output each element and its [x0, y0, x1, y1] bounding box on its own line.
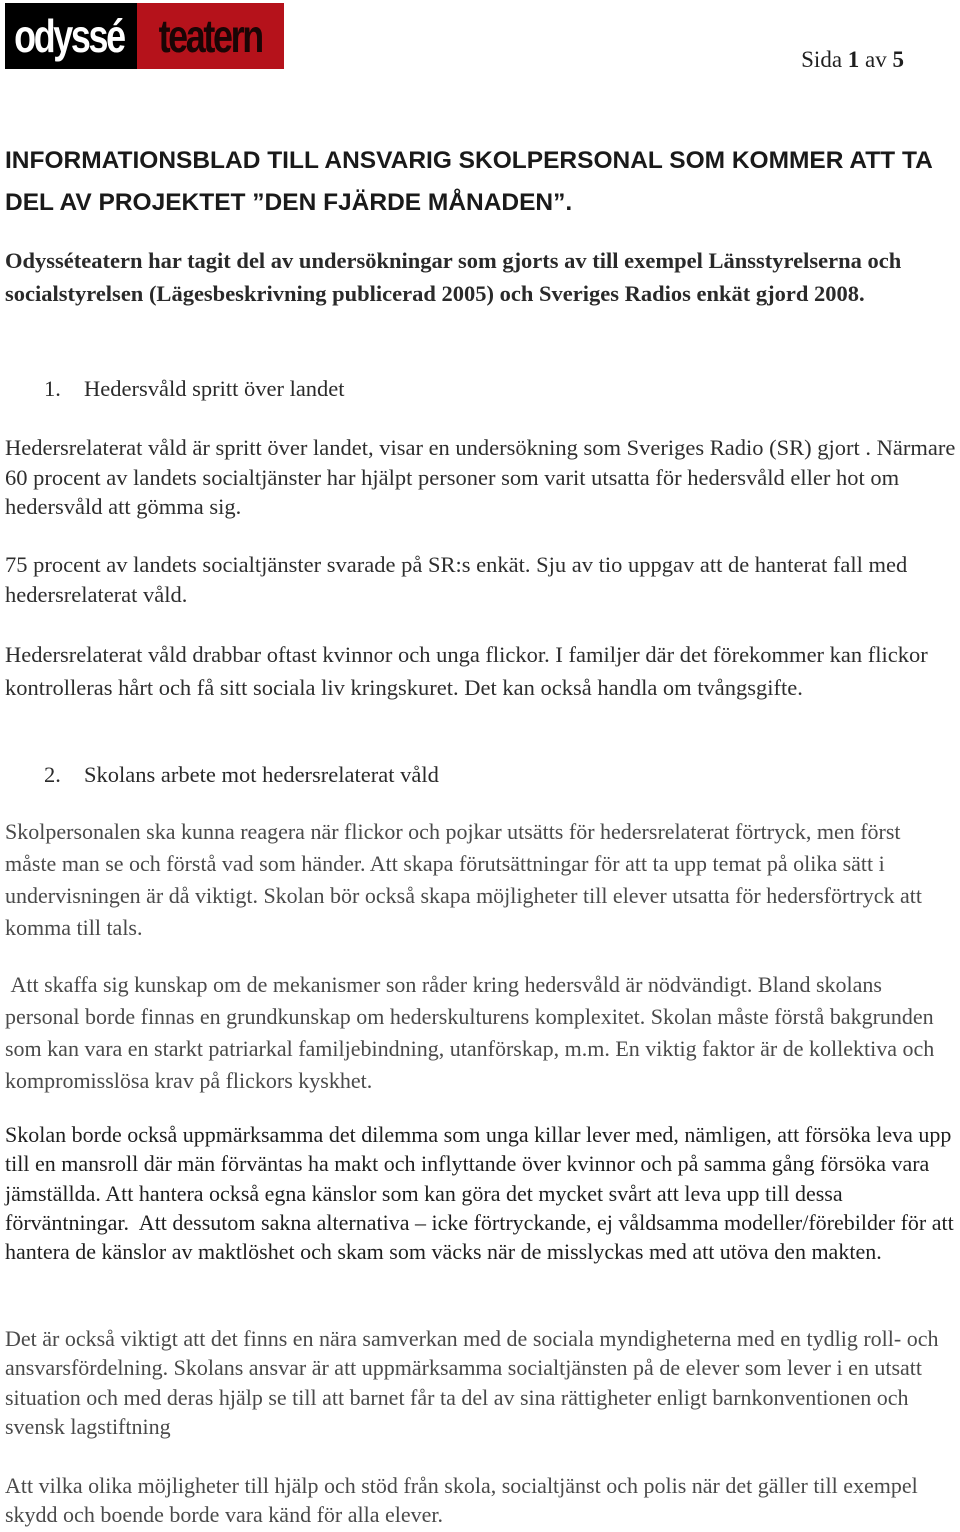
document-title: INFORMATIONSBLAD TILL ANSVARIG SKOLPERSONAL SOM KOMMER ATT TA DEL AV PROJEKTET ”DEN FJÄRDE MÅNADEN”.	[5, 147, 932, 216]
section-1-paragraph-3: Hedersrelaterat våld drabbar oftast kvinnor och unga flickor. I familjer där det förekommer kan flickor kontrolleras hårt och få sitt sociala liv kringskuret. Det kan också handla om tvångsgifte.	[5, 642, 928, 700]
odysse-teatern-logo	[5, 3, 284, 69]
page-counter	[801, 47, 904, 73]
section-1-number: 1.	[44, 376, 61, 401]
logo-text-teatern: teatern	[137, 3, 284, 69]
intro-paragraph: Odysséteatern har tagit del av undersökningar som gjorts av till exempel Länsstyrelserna och socialstyrelsen (Lägesbeskrivning publicerad 2005) och Sveriges Radios enkät gjord 2008.	[5, 248, 902, 306]
section-2-paragraph-3: Skolan borde också uppmärksamma det dilemma som unga killar lever med, nämligen, att försöka leva upp till en mansroll där män förväntas ha makt och inflyttande över kvinnor och på samma gång försöka vara jämställda. Att hantera också egna känslor som kan göra det mycket svårt att leva upp till dessa förväntningar. Att dessutom sakna alternativa – icke förtryckande, ej våldsamma modeller/förebilder för att hantera de känslor av maktlöshet och skam som väcks när de misslyckas med att utöva den makten.	[5, 1122, 960, 1265]
section-1-paragraph-1: Hedersrelaterat våld är spritt över landet, visar en undersökning som Sveriges Radio (SR) gjort . Närmare 60 procent av landets socialtjänster har hjälpt personer som varit utsatta för hedersvåld eller hot om hedersvåld att gömma sig.	[5, 435, 956, 519]
page-counter-current: 1	[847, 47, 860, 72]
section-2-number: 2.	[44, 762, 61, 787]
page-counter-total: 5	[892, 47, 904, 72]
section-2-paragraph-5: Att vilka olika möjligheter till hjälp och stöd från skola, socialtjänst och polis när det gäller till exempel skydd och boende borde vara känd för alla elever.	[5, 1473, 918, 1528]
section-2-heading	[44, 760, 960, 790]
section-2-paragraph-1: Skolpersonalen ska kunna reagera när flickor och pojkar utsätts för hedersrelaterat förtryck, men först måste man se och förstå vad som händer. Att skapa förutsättningar för att ta upp temat på olika sätt i undervisningen är då viktigt. Skolan bör också skapa möjligheter till elever utsatta för hedersförtryck att komma till tals.	[5, 819, 923, 940]
section-2-paragraph-2: Att skaffa sig kunskap om de mekanismer son råder kring hedersvåld är nödvändigt. Bland skolans personal borde finnas en grundkunskap om hederskulturens komplexitet. Skolan måste förstå bakgrunden som kan vara en starkt patriarkal familjebindning, utanförskap, m.m. En viktig faktor är de kollektiva och kompromisslösa krav på flickors kyskhet.	[5, 972, 940, 1093]
page-counter-middle: av	[865, 47, 887, 72]
section-2-paragraph-4: Det är också viktigt att det finns en nära samverkan med de sociala myndigheterna med en tydlig roll- och ansvarsfördelning. Skolans ansvar är att uppmärksamma socialtjänsten på de elever som lever i en utsatt situation och med deras hjälp se till att barnet får ta del av sina rättigheter enligt barnkonventionen och svensk lagstiftning	[5, 1326, 939, 1439]
logo-text-odysse: odyssé	[5, 3, 133, 69]
section-2-heading-text: Skolans arbete mot hedersrelaterat våld	[84, 762, 439, 787]
section-1-heading	[44, 374, 960, 404]
section-1-heading-text: Hedersvåld spritt över landet	[84, 376, 345, 401]
section-1-paragraph-2: 75 procent av landets socialtjänster svarade på SR:s enkät. Sju av tio uppgav att de hanterat fall med hedersrelaterat våld.	[5, 552, 908, 607]
page-counter-prefix: Sida	[801, 47, 843, 72]
